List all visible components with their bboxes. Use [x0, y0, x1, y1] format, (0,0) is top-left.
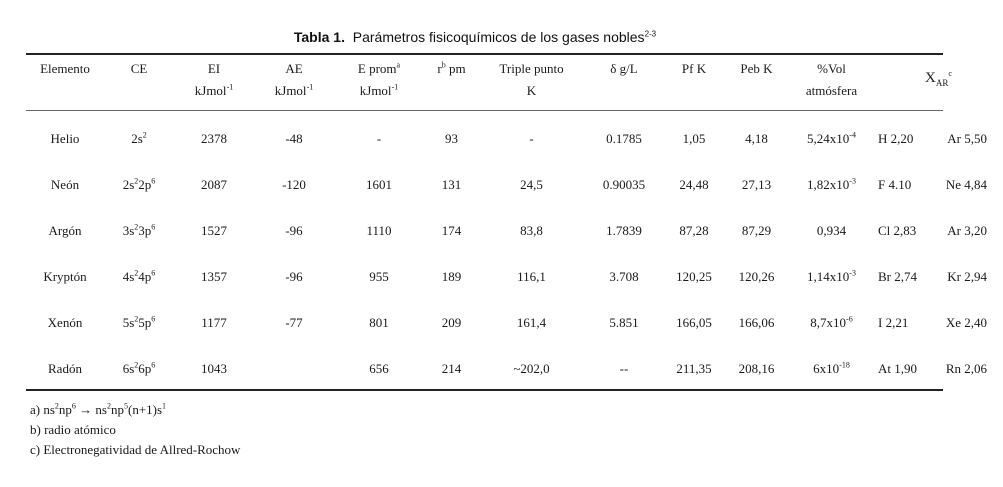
header-peb: Peb K	[740, 61, 773, 76]
cell-eprom: -	[376, 131, 382, 146]
table-row	[26, 300, 1003, 346]
cell-x-noble: Rn 2,06	[945, 361, 988, 376]
cell-ei: 1043	[201, 361, 227, 376]
cell-element: Kryptón	[43, 269, 87, 284]
cell-vol: $8,7x10^{-6}$	[810, 314, 853, 330]
table-title-label: Tabla 1.	[293, 29, 345, 45]
cell-ei: 2378	[201, 131, 227, 146]
table-row	[26, 162, 1003, 208]
header-elemento: Elemento	[40, 61, 90, 76]
header-radius: $r^b$ pm	[437, 60, 466, 76]
cell-triple: -	[529, 131, 534, 146]
cell-eprom: 656	[369, 361, 389, 376]
cell-element: Neón	[50, 177, 80, 192]
gases-table	[26, 56, 1003, 392]
cell-pf: 87,28	[679, 223, 709, 238]
cell-config: $3s^23p^6$	[122, 222, 156, 238]
table-title-ref: 2-3	[644, 29, 657, 39]
cell-x-halogen: At 1,90	[878, 361, 917, 376]
cell-x-halogen: Br 2,74	[878, 269, 917, 284]
header-ae: AE kJmol$^{-1}$	[274, 61, 314, 98]
cell-radius: 214	[441, 361, 462, 376]
cell-element: Radón	[48, 361, 82, 376]
cell-config: $2s^2$	[131, 130, 147, 146]
cell-ei: 1527	[201, 223, 227, 238]
cell-pf: 211,35	[676, 361, 712, 376]
cell-peb: 4,18	[745, 131, 768, 146]
cell-pf: 1,05	[682, 131, 706, 146]
cell-eprom: 1110	[366, 223, 392, 238]
cell-triple: 161,4	[516, 315, 547, 330]
cell-config: $5s^25p^6$	[122, 314, 156, 330]
footnote-b: b) radio atómico	[30, 422, 116, 437]
cell-peb: 208,16	[738, 361, 775, 376]
cell-pf: 120,25	[676, 269, 712, 284]
cell-vol: $5,24x10^{-4}$	[807, 130, 856, 146]
cell-peb: 27,13	[741, 177, 772, 192]
table-row	[26, 110, 1003, 162]
cell-x-noble: Ar 3,20	[947, 223, 988, 238]
header-density: δ g/L	[610, 61, 638, 76]
cell-ae: -96	[285, 269, 303, 284]
cell-density: 0.1785	[606, 131, 642, 146]
cell-vol: $6x10^{-18}$	[813, 360, 850, 376]
cell-x-halogen: H 2,20	[878, 131, 914, 146]
table-row	[26, 346, 1003, 392]
cell-ae: -96	[285, 223, 303, 238]
cell-density: 0.90035	[602, 177, 646, 192]
cell-density: --	[619, 361, 629, 376]
cell-config: $4s^24p^6$	[122, 268, 156, 284]
cell-triple: ~202,0	[513, 361, 550, 376]
cell-config: $6s^26p^6$	[122, 360, 156, 376]
footnote-a: a) $ns^2np^6 \to ns^2np^5(n+1)s^1$	[30, 401, 167, 417]
cell-ei: 1357	[201, 269, 227, 284]
header-electronegativity: $X_{AR}^c$	[925, 69, 952, 88]
cell-vol: $1,14x10^{-3}$	[807, 268, 856, 284]
cell-element: Helio	[50, 131, 80, 146]
cell-radius: 209	[441, 315, 462, 330]
cell-density: 3.708	[609, 269, 639, 284]
cell-x-noble: Ar 5,50	[947, 131, 988, 146]
cell-radius: 93	[445, 131, 458, 146]
cell-radius: 174	[441, 223, 462, 238]
cell-vol: 0,934	[816, 223, 847, 238]
cell-density: 1.7839	[606, 223, 642, 238]
cell-vol: $1,82x10^{-3}$	[807, 176, 856, 192]
cell-ae	[254, 346, 334, 392]
cell-peb: 120,26	[738, 269, 775, 284]
table-title-text: Parámetros fisicoquímicos de los gases nobles	[352, 29, 645, 45]
header-vol: %Vol atmósfera	[805, 61, 858, 98]
cell-eprom: 801	[369, 315, 389, 330]
table-row	[26, 254, 1003, 300]
footnotes	[30, 400, 240, 460]
cell-density: 5.851	[609, 315, 639, 330]
cell-ei: 1177	[201, 315, 227, 330]
cell-x-halogen: Cl 2,83	[878, 223, 917, 238]
cell-eprom: 955	[369, 269, 389, 284]
header-eprom: E prom$^a$ kJmol$^{-1}$	[357, 60, 401, 98]
cell-peb: 166,06	[738, 315, 775, 330]
cell-x-noble: Kr 2,94	[947, 269, 988, 284]
top-rule	[26, 53, 943, 55]
cell-ae: -120	[282, 177, 306, 192]
cell-ae: -77	[285, 315, 303, 330]
cell-x-halogen: I 2,21	[878, 315, 909, 330]
cell-triple: 24,5	[520, 177, 543, 192]
cell-element: Argón	[48, 223, 82, 238]
header-ce: CE	[130, 61, 148, 76]
cell-radius: 131	[441, 177, 462, 192]
cell-ei: 2087	[201, 177, 227, 192]
header-triple: Triple punto K	[499, 61, 564, 98]
cell-ae: -48	[285, 131, 303, 146]
cell-x-halogen: F 4.10	[878, 177, 912, 192]
cell-pf: 166,05	[676, 315, 712, 330]
cell-x-noble: Ne 4,84	[945, 177, 988, 192]
table-title	[0, 29, 950, 45]
footnote-c: c) Electronegatividad de Allred-Rochow	[30, 442, 241, 457]
cell-element: Xenón	[47, 315, 83, 330]
header-pf: Pf K	[681, 61, 707, 76]
cell-config: $2s^22p^6$	[122, 176, 156, 192]
header-ei: EI kJmol$^{-1}$	[194, 61, 234, 98]
cell-peb: 87,29	[741, 223, 772, 238]
cell-triple: 83,8	[520, 223, 543, 238]
cell-pf: 24,48	[679, 177, 709, 192]
cell-x-noble: Xe 2,40	[945, 315, 988, 330]
cell-triple: 116,1	[517, 269, 546, 284]
cell-radius: 189	[441, 269, 462, 284]
header-row	[26, 56, 1003, 110]
table-row	[26, 208, 1003, 254]
cell-eprom: 1601	[366, 177, 392, 192]
